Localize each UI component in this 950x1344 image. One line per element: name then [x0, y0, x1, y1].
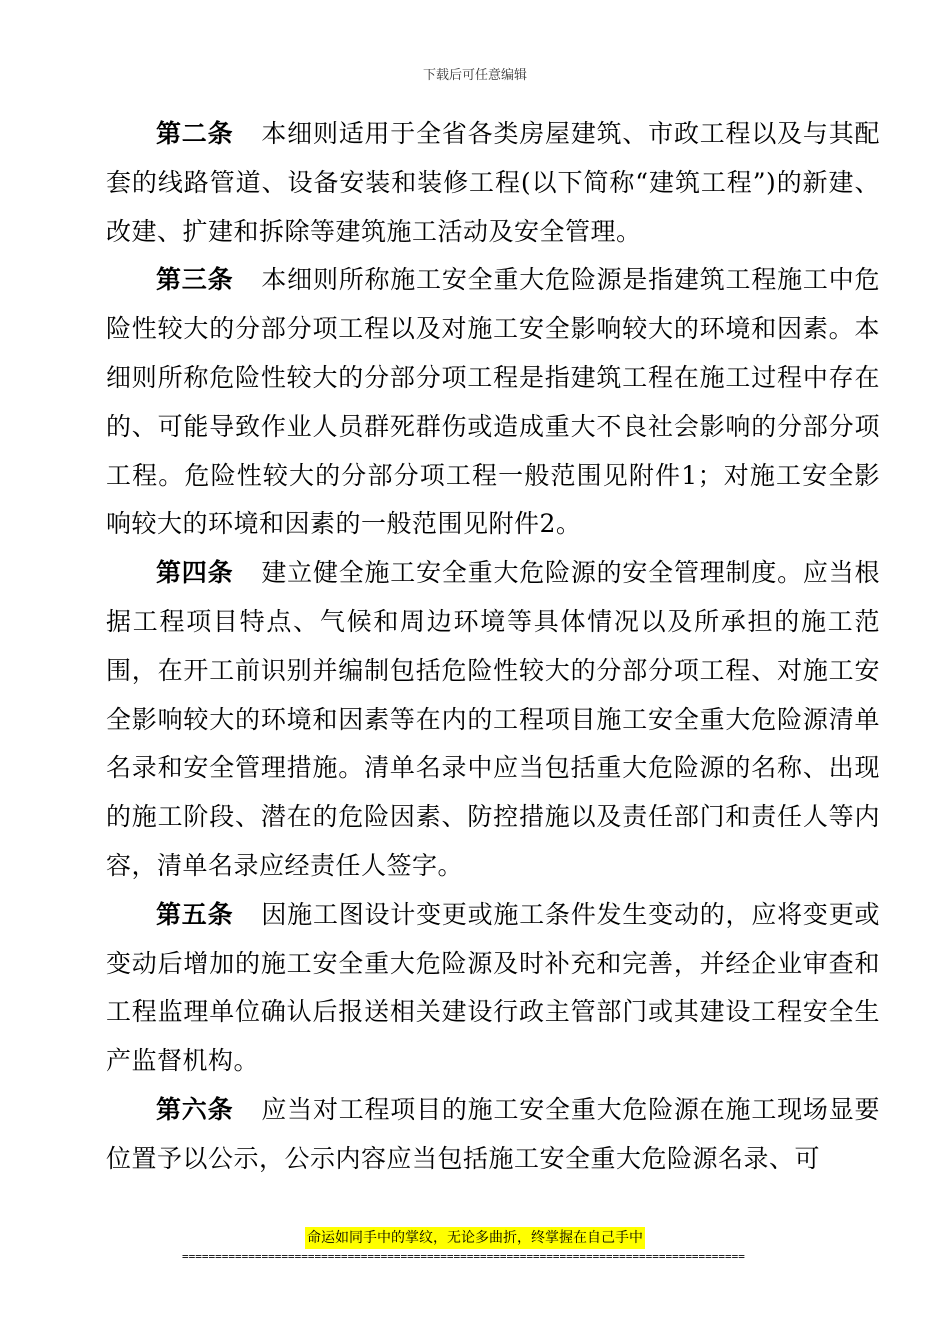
- article-5-heading: 第五条: [156, 899, 234, 929]
- page-footer: [0, 1227, 950, 1264]
- article-3: [106, 256, 880, 549]
- article-4: [106, 549, 880, 891]
- article-5-text: 因施工图设计变更或施工条件发生变动的，应将变更或变动后增加的施工安全重大危险源及时补充和完善，并经企业审查和工程监理单位确认后报送相关建设行政主管部门或其建设工程安全生产监督机构。: [106, 899, 880, 1076]
- article-5: [106, 891, 880, 1086]
- page-header: 下载后可任意编辑: [422, 68, 527, 83]
- article-6-text: 应当对工程项目的施工安全重大危险源在施工现场显要位置予以公示，公示内容应当包括施工安全重大危险源名录、可: [106, 1094, 880, 1173]
- article-4-text: 建立健全施工安全重大危险源的安全管理制度。应当根据工程项目特点、气候和周边环境等具体情况以及所承担的施工范围，在开工前识别并编制包括危险性较大的分部分项工程、对施工安全影响较大的环境和因素等在内的工程项目施工安全重大危险源清单名录和安全管理措施。清单名录中应当包括重大危险源的名称、出现的施工阶段、潜在的危险因素、防控措施以及责任部门和责任人等内容，清单名录应经责任人签字。: [106, 558, 880, 880]
- article-2-text: 本细则适用于全省各类房屋建筑、市政工程以及与其配套的线路管道、设备安装和装修工程(以下简称“建筑工程”)的新建、改建、扩建和拆除等建筑施工活动及安全管理。: [106, 119, 880, 246]
- document-body: [106, 110, 880, 1184]
- article-2: [106, 110, 880, 256]
- article-3-heading: 第三条: [156, 265, 234, 295]
- article-4-heading: 第四条: [156, 558, 234, 588]
- article-3-text: 本细则所称施工安全重大危险源是指建筑工程施工中危险性较大的分部分项工程以及对施工安全影响较大的环境和因素。本细则所称危险性较大的分部分项工程是指建筑工程在施工过程中存在的、可能导致作业人员群死群伤或造成重大不良社会影响的分部分项工程。危险性较大的分部分项工程一般范围见附件1；对施工安全影响较大的环境和因素的一般范围见附件2。: [106, 265, 880, 539]
- article-6-heading: 第六条: [156, 1094, 234, 1124]
- article-2-heading: 第二条: [156, 119, 234, 148]
- footer-motto: 命运如同手中的掌纹，无论多曲折，终掌握在自己手中: [305, 1227, 645, 1249]
- footer-divider: =====================================================================================: [182, 1250, 745, 1263]
- article-6: [106, 1086, 880, 1184]
